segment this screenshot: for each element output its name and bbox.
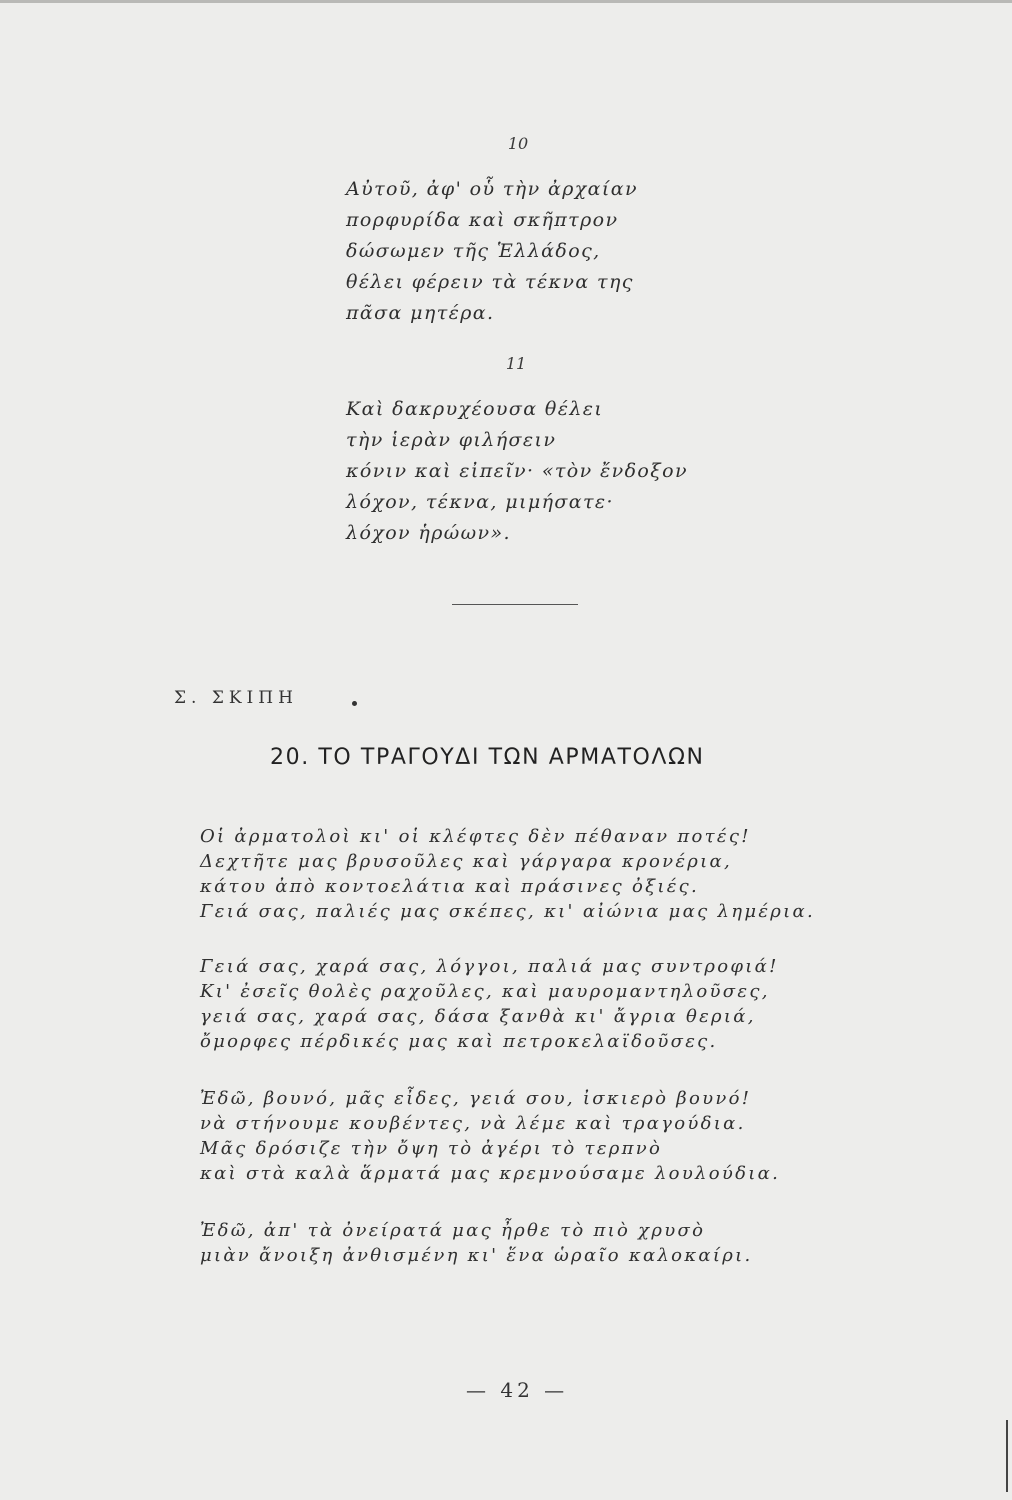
verse-line: Αὐτοῦ, ἀφ' οὗ τὴν ἀρχαίαν: [346, 178, 638, 200]
poem-line: Ἐδῶ, βουνό, μᾶς εἶδες, γειά σου, ἰσκιερὸ βουνό!: [200, 1088, 752, 1109]
scan-edge: [0, 0, 1012, 3]
poem-line: Δεχτῆτε μας βρυσοῦλες καὶ γάργαρα κρονέρια,: [200, 851, 733, 872]
scan-edge-mark: [1006, 1420, 1008, 1492]
stanza-number-11: 11: [505, 354, 527, 373]
poem-line: νὰ στήνουμε κουβέντες, νὰ λέμε καὶ τραγούδια.: [200, 1113, 746, 1134]
poem-line: Κι' ἐσεῖς θολὲς ραχοῦλες, καὶ μαυρομαντηλοῦσες,: [200, 981, 770, 1002]
verse-line: πορφυρίδα καὶ σκῆπτρον: [346, 209, 619, 231]
verse-line: δώσωμεν τῆς Ἑλλάδος,: [346, 240, 601, 262]
poem-line: μιὰν ἄνοιξη ἀνθισμένη κι' ἕνα ὡραῖο καλοκαίρι.: [200, 1245, 753, 1266]
poem-line: καὶ στὰ καλὰ ἅρματά μας κρεμνούσαμε λουλούδια.: [200, 1163, 781, 1184]
poem-line: ὄμορφες πέρδικές μας καὶ πετροκελαϊδοῦσες.: [200, 1031, 718, 1052]
section-divider: [452, 604, 578, 605]
author-name: Σ. ΣΚΙΠΗ: [174, 688, 298, 708]
poem-line: Μᾶς δρόσιζε τὴν ὄψη τὸ ἀγέρι τὸ τερπνὸ: [200, 1138, 663, 1159]
poem-title: 20. ΤΟ ΤΡΑΓΟΥΔΙ ΤΩΝ ΑΡΜΑΤΟΛΩΝ: [270, 745, 705, 770]
verse-line: πᾶσα μητέρα.: [346, 302, 495, 324]
poem-line: Ἐδῶ, ἀπ' τὰ ὀνείρατά μας ἦρθε τὸ πιὸ χρυσὸ: [200, 1220, 706, 1241]
page-number: — 42 —: [466, 1378, 569, 1402]
poem-line: Γειά σας, χαρά σας, λόγγοι, παλιά μας συντροφιά!: [200, 956, 779, 977]
verse-line: Καὶ δακρυχέουσα θέλει: [346, 398, 604, 420]
poem-line: κάτου ἀπὸ κοντοελάτια καὶ πράσινες ὀξιές.: [200, 876, 700, 897]
verse-line: λόχον ἡρώων».: [346, 522, 511, 544]
poem-line: γειά σας, χαρά σας, δάσα ξανθὰ κι' ἄγρια θεριά,: [200, 1006, 756, 1027]
verse-line: κόνιν καὶ εἰπεῖν· «τὸν ἔνδοξον: [346, 460, 688, 482]
verse-line: τὴν ἱερὰν φιλήσειν: [346, 429, 557, 451]
verse-line: λόχον, τέκνα, μιμήσατε·: [346, 491, 614, 513]
verse-line: θέλει φέρειν τὰ τέκνα της: [346, 271, 634, 293]
poem-line: Οἱ ἀρματολοὶ κι' οἱ κλέφτες δὲν πέθαναν ποτές!: [200, 826, 751, 847]
bullet-dot: [352, 701, 357, 706]
stanza-number-10: 10: [507, 134, 529, 153]
poem-line: Γειά σας, παλιές μας σκέπες, κι' αἰώνια μας λημέρια.: [200, 901, 816, 922]
